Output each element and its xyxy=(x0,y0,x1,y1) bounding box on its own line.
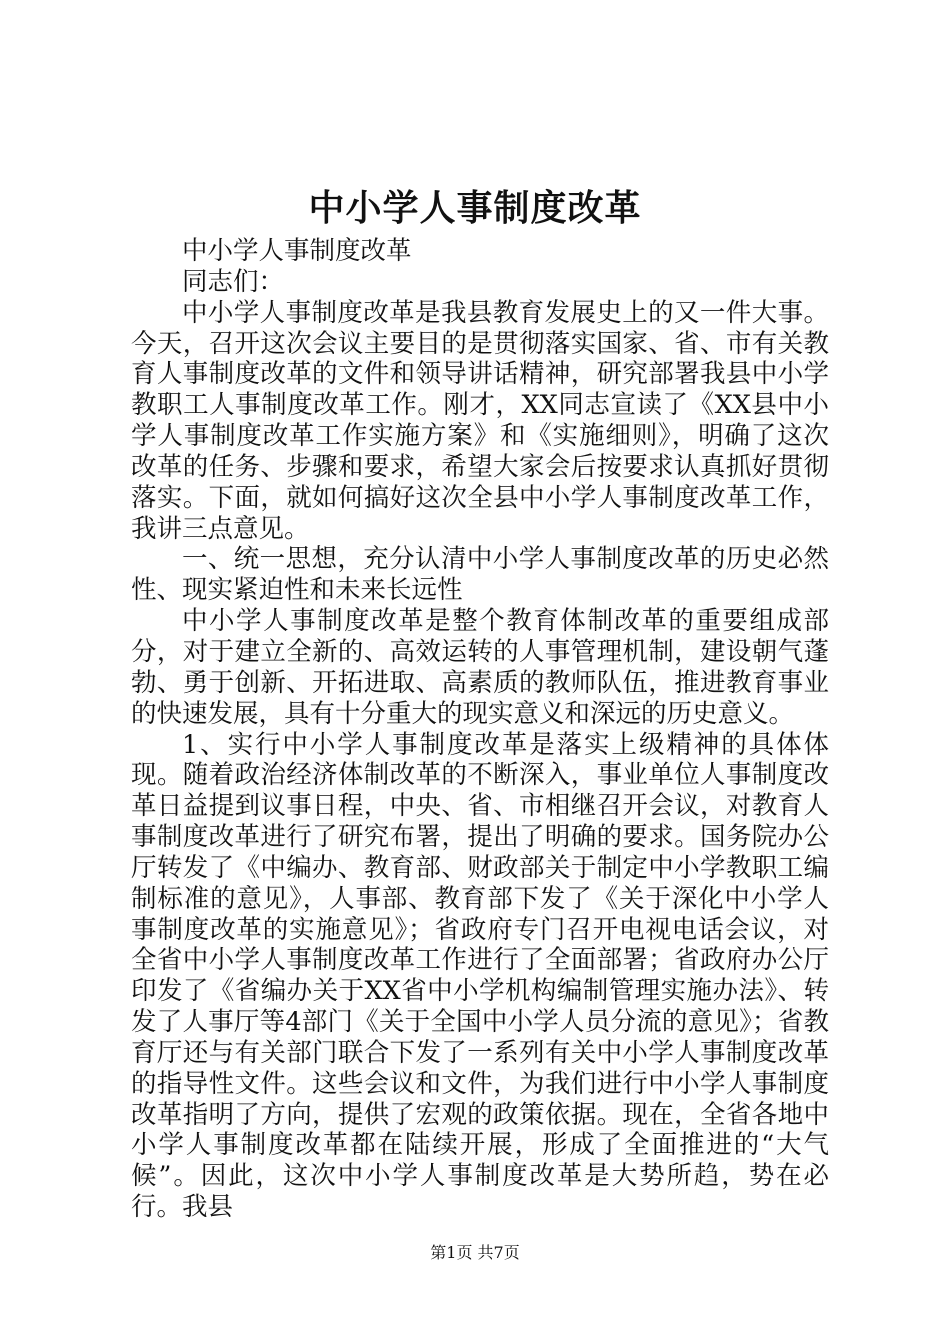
document-body xyxy=(131,236,829,1223)
paragraph-intro: 中小学人事制度改革是我县教育发展史上的又一件大事。今天，召开这次会议主要目的是贯彻落实国家、省、市有关教育人事制度改革的文件和领导讲话精神，研究部署我县中小学教职工人事制度改革工作。刚才，XX同志宣读了《XX县中小学人事制度改革工作实施方案》和《实施细则》，明确了这次改革的任务、步骤和要求，希望大家会后按要求认真抓好贯彻落实。下面，就如何搞好这次全县中小学人事制度改革工作，我讲三点意见。 xyxy=(131,297,829,544)
page-footer: 第1页 共7页 xyxy=(430,1243,520,1262)
paragraph-salutation: 同志们： xyxy=(182,266,285,297)
paragraph-subtitle: 中小学人事制度改革 xyxy=(182,236,412,266)
paragraph-point-1: 1、实行中小学人事制度改革是落实上级精神的具体体现。随着政治经济体制改革的不断深入，事业单位人事制度改革日益提到议事日程，中央、省、市相继召开会议，对教育人事制度改革进行了研究布署，提出了明确的要求。国务院办公厅转发了《中编办、教育部、财政部关于制定中小学教职工编制标准的意见》，人事部、教育部下发了《关于深化中小学人事制度改革的实施意见》；省政府专门召开电视电话会议，对全省中小学人事制度改革工作进行了全面部署；省政府办公厅印发了《省编办关于XX省中小学机构编制管理实施办法》、转发了人事厅等4部门《关于全国中小学人员分流的意见》；省教育厅还与有关部门联合下发了一系列有关中小学人事制度改革的指导性文件。这些会议和文件，为我们进行中小学人事制度改革指明了方向，提供了宏观的政策依据。现在，全省各地中小学人事制度改革都在陆续开展，形成了全面推进的“大气候”。因此，这次中小学人事制度改革是大势所趋，势在必行。我县 xyxy=(131,729,829,1223)
document-title: 中小学人事制度改革 xyxy=(308,187,642,229)
paragraph-section-1-body: 中小学人事制度改革是整个教育体制改革的重要组成部分，对于建立全新的、高效运转的人事管理机制，建设朝气蓬勃、勇于创新、开拓进取、高素质的教师队伍，推进教育事业的快速发展，具有十分重大的现实意义和深远的历史意义。 xyxy=(131,606,829,729)
paragraph-section-heading-1: 一、统一思想，充分认清中小学人事制度改革的历史必然性、现实紧迫性和未来长远性 xyxy=(131,544,829,606)
